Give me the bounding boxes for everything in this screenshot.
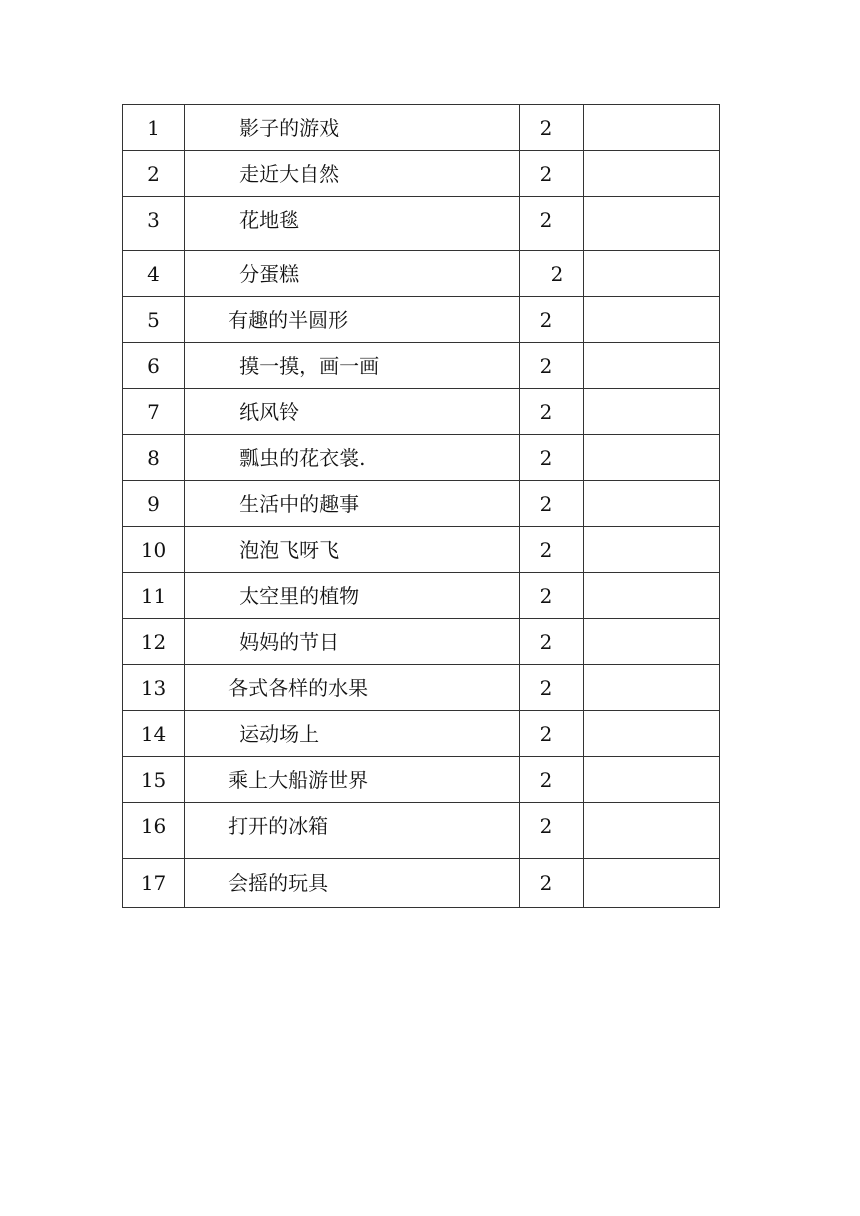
lesson-title: 运动场上 <box>185 711 520 757</box>
lesson-title: 各式各样的水果 <box>185 665 520 711</box>
lesson-hours: 2 <box>519 481 583 527</box>
lesson-note <box>583 435 719 481</box>
row-number: 9 <box>123 481 185 527</box>
row-number: 16 <box>123 803 185 859</box>
table-row <box>123 859 720 908</box>
lesson-note <box>583 481 719 527</box>
lesson-title: 妈妈的节日 <box>185 619 520 665</box>
row-number: 5 <box>123 297 185 343</box>
lesson-hours: 2 <box>519 251 583 297</box>
lesson-note <box>583 573 719 619</box>
lesson-title: 打开的冰箱 <box>185 803 520 859</box>
lesson-title: 分蛋糕 <box>185 251 520 297</box>
table-row <box>123 297 720 343</box>
lesson-note <box>583 297 719 343</box>
row-number: 1 <box>123 105 185 151</box>
lesson-title: 泡泡飞呀飞 <box>185 527 520 573</box>
lesson-hours: 2 <box>519 105 583 151</box>
lesson-note <box>583 665 719 711</box>
table-row <box>123 151 720 197</box>
lesson-title: 纸风铃 <box>185 389 520 435</box>
lesson-note <box>583 859 719 908</box>
lesson-note <box>583 803 719 859</box>
lesson-note <box>583 619 719 665</box>
row-number: 14 <box>123 711 185 757</box>
row-number: 2 <box>123 151 185 197</box>
lesson-note <box>583 151 719 197</box>
lesson-title: 瓢虫的花衣裳. <box>185 435 520 481</box>
lesson-hours: 2 <box>519 619 583 665</box>
lesson-note <box>583 389 719 435</box>
row-number: 11 <box>123 573 185 619</box>
row-number: 15 <box>123 757 185 803</box>
lesson-hours: 2 <box>519 297 583 343</box>
row-number: 6 <box>123 343 185 389</box>
lesson-title: 走近大自然 <box>185 151 520 197</box>
lesson-hours: 2 <box>519 343 583 389</box>
lesson-hours: 2 <box>519 665 583 711</box>
table-row <box>123 711 720 757</box>
table-row <box>123 197 720 251</box>
lesson-title: 太空里的植物 <box>185 573 520 619</box>
lesson-table <box>122 104 720 908</box>
row-number: 10 <box>123 527 185 573</box>
lesson-hours: 2 <box>519 803 583 859</box>
table-row <box>123 389 720 435</box>
lesson-hours: 2 <box>519 859 583 908</box>
lesson-title: 会摇的玩具 <box>185 859 520 908</box>
lesson-hours: 2 <box>519 197 583 251</box>
lesson-title: 花地毯 <box>185 197 520 251</box>
lesson-note <box>583 251 719 297</box>
lesson-title: 有趣的半圆形 <box>185 297 520 343</box>
lesson-note <box>583 343 719 389</box>
row-number: 17 <box>123 859 185 908</box>
table-row <box>123 105 720 151</box>
lesson-note <box>583 757 719 803</box>
row-number: 7 <box>123 389 185 435</box>
table-row <box>123 481 720 527</box>
lesson-note <box>583 711 719 757</box>
table-row <box>123 573 720 619</box>
table-row <box>123 527 720 573</box>
row-number: 13 <box>123 665 185 711</box>
lesson-note <box>583 197 719 251</box>
lesson-hours: 2 <box>519 757 583 803</box>
table-row <box>123 665 720 711</box>
table-row <box>123 803 720 859</box>
row-number: 4 <box>123 251 185 297</box>
lesson-hours: 2 <box>519 527 583 573</box>
row-number: 12 <box>123 619 185 665</box>
lesson-hours: 2 <box>519 151 583 197</box>
lesson-note <box>583 527 719 573</box>
table-row <box>123 757 720 803</box>
table-row <box>123 251 720 297</box>
lesson-note <box>583 105 719 151</box>
lesson-title: 摸一摸，画一画 <box>185 343 520 389</box>
lesson-hours: 2 <box>519 435 583 481</box>
lesson-hours: 2 <box>519 711 583 757</box>
table-row <box>123 435 720 481</box>
table-row <box>123 619 720 665</box>
table-row <box>123 343 720 389</box>
lesson-title: 生活中的趣事 <box>185 481 520 527</box>
lesson-hours: 2 <box>519 389 583 435</box>
lesson-title: 影子的游戏 <box>185 105 520 151</box>
lesson-title: 乘上大船游世界 <box>185 757 520 803</box>
row-number: 8 <box>123 435 185 481</box>
row-number: 3 <box>123 197 185 251</box>
lesson-hours: 2 <box>519 573 583 619</box>
